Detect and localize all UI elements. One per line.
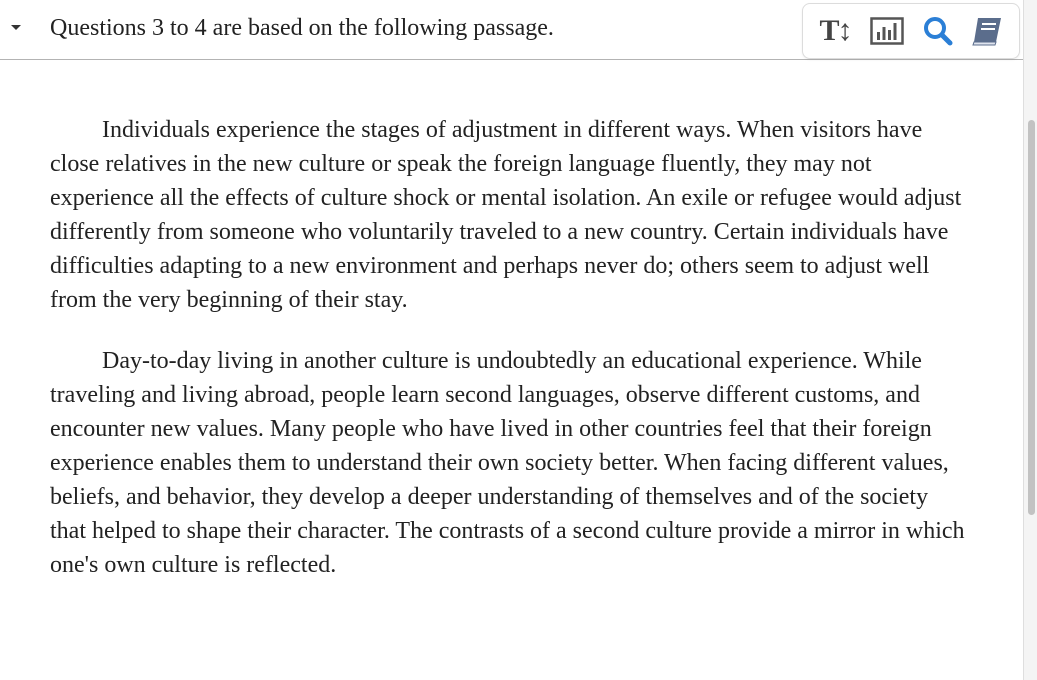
text-size-icon: T↕ xyxy=(819,14,851,47)
passage-header xyxy=(0,0,1023,60)
passage-paragraph: Individuals experience the stages of adjustment in different ways. When visitors have close relatives in the new culture or speak the foreign language fluently, they may not experience all the effects of culture shock or mental isolation. An exile or refugee would adjust differently from someone who voluntarily traveled to a new country. Certain individuals have difficulties adapting to a new environment and perhaps never do; others seem to adjust well from the very beginning of their stay. xyxy=(50,117,962,313)
collapse-caret-icon[interactable] xyxy=(11,25,21,30)
notes-button[interactable] xyxy=(969,13,1005,49)
passage-body xyxy=(50,113,965,609)
scrollbar[interactable] xyxy=(1023,0,1037,680)
notebook-icon xyxy=(971,16,1003,46)
chart-button[interactable] xyxy=(869,13,905,49)
passage-header-title: Questions 3 to 4 are based on the following passage. xyxy=(50,15,554,41)
scrollbar-thumb[interactable] xyxy=(1028,120,1035,515)
toolbar xyxy=(802,3,1020,59)
passage-paragraph: Day-to-day living in another culture is undoubtedly an educational experience. While traveling and living abroad, people learn second languages, observe different customs, and encounter new values. Many people who have lived in other countries feel that their foreign experience enables them to understand their own society better. When facing different values, beliefs, and behavior, they develop a deeper understanding of themselves and of the society that helped to shape their character. The contrasts of a second culture provide a mirror in which one's own culture is reflected. xyxy=(50,348,965,578)
search-button[interactable] xyxy=(920,13,956,49)
text-size-button[interactable] xyxy=(817,13,853,49)
bar-chart-icon xyxy=(870,17,904,45)
search-icon xyxy=(922,15,954,47)
